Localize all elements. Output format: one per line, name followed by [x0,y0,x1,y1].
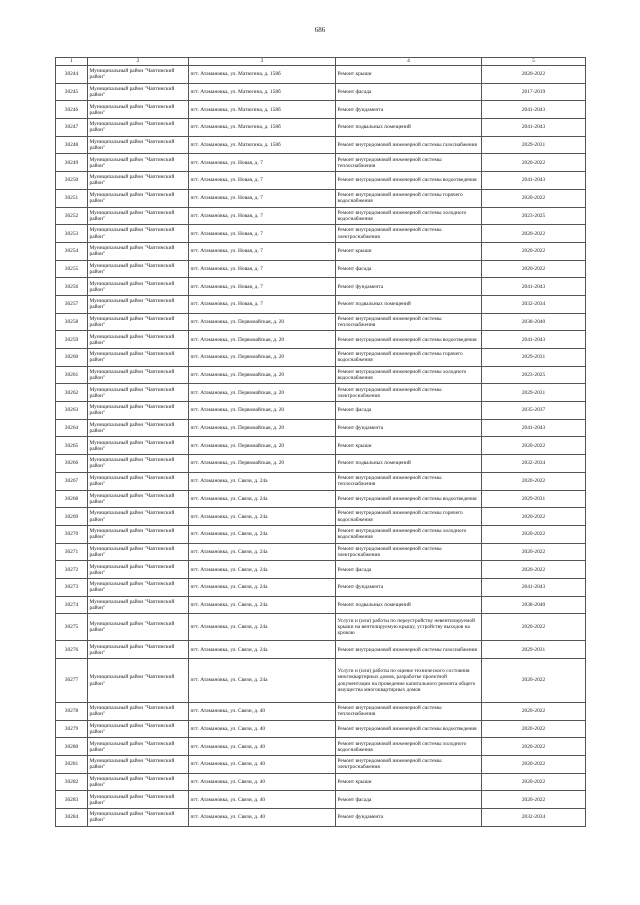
table-row [56,614,586,641]
period-cell: 2041-2043 [482,119,586,137]
record-id-cell: 30267 [56,472,88,490]
district-cell: Муниципальный район "Чаптинский район" [88,136,189,154]
district-cell: Муниципальный район "Чаптинский район" [88,313,189,331]
work-type-cell: Ремонт фундамента [336,419,482,437]
work-type-cell: Ремонт внутридомовой инженерной системы газоснабжения [336,641,482,659]
table-row [56,349,586,367]
record-id-cell: 30259 [56,331,88,349]
district-cell: Муниципальный район "Чаптинский район" [88,119,189,137]
period-cell: 2041-2043 [482,172,586,190]
district-cell: Муниципальный район "Чаптинский район" [88,278,189,296]
record-id-cell: 30272 [56,561,88,579]
address-cell: пгт. Атамановка, ул. Первомайская, д. 20 [189,331,336,349]
district-cell: Муниципальный район "Чаптинский район" [88,525,189,543]
address-cell: пгт. Атамановка, ул. Связи, д. 24а [189,508,336,526]
record-id-cell: 30252 [56,207,88,225]
column-header: 3 [189,58,336,66]
address-cell: пгт. Атамановка, ул. Связи, д. 40 [189,738,336,756]
period-cell: 2020-2022 [482,508,586,526]
table-row [56,561,586,579]
address-cell: пгт. Атамановка, ул. Новая, д. 7 [189,189,336,207]
address-cell: пгт. Атамановка, ул. Связи, д. 40 [189,756,336,774]
period-cell: 2020-2022 [482,756,586,774]
record-id-cell: 30277 [56,659,88,703]
work-type-cell: Ремонт внутридомовой инженерной системы холодного водоснабжения [336,366,482,384]
record-id-cell: 30276 [56,641,88,659]
address-cell: пгт. Атамановка, ул. Матюгина, д. 158б [189,101,336,119]
work-type-cell: Ремонт фундамента [336,809,482,827]
table-row [56,242,586,260]
record-id-cell: 30270 [56,525,88,543]
address-cell: пгт. Атамановка, ул. Первомайская, д. 20 [189,349,336,367]
district-cell: Муниципальный район "Чаптинский район" [88,189,189,207]
address-cell: пгт. Атамановка, ул. Связи, д. 24а [189,614,336,641]
period-cell: 2041-2043 [482,278,586,296]
work-type-cell: Ремонт фасада [336,402,482,420]
address-cell: пгт. Атамановка, ул. Первомайская, д. 20 [189,402,336,420]
address-cell: пгт. Атамановка, ул. Первомайская, д. 20 [189,437,336,455]
table-row [56,402,586,420]
district-cell: Муниципальный район "Чаптинский район" [88,809,189,827]
table-row [56,756,586,774]
work-type-cell: Ремонт фундамента [336,101,482,119]
address-cell: пгт. Атамановка, ул. Связи, д. 40 [189,703,336,721]
record-id-cell: 30249 [56,154,88,172]
address-cell: пгт. Атамановка, ул. Связи, д. 24а [189,472,336,490]
address-cell: пгт. Атамановка, ул. Матюгина, д. 158б [189,66,336,84]
work-type-cell: Ремонт фундамента [336,578,482,596]
record-id-cell: 30248 [56,136,88,154]
work-type-cell: Услуги и (или) работы по оценке технического состояния многоквартирных домов, разработке проектной документации на проведение капитального ремонта общего имущества многоквартирных домов [336,659,482,703]
address-cell: пгт. Атамановка, ул. Новая, д. 7 [189,207,336,225]
district-cell: Муниципальный район "Чаптинский район" [88,508,189,526]
district-cell: Муниципальный район "Чаптинский район" [88,366,189,384]
district-cell: Муниципальный район "Чаптинский район" [88,83,189,101]
record-id-cell: 30256 [56,278,88,296]
column-number-row [56,58,586,66]
work-type-cell: Ремонт фасада [336,260,482,278]
period-cell: 2041-2043 [482,578,586,596]
table-row [56,641,586,659]
period-cell: 2029-2031 [482,136,586,154]
period-cell: 2032-2034 [482,809,586,827]
record-id-cell: 30255 [56,260,88,278]
work-type-cell: Ремонт внутридомовой инженерной системы холодного водоснабжения [336,207,482,225]
district-cell: Муниципальный район "Чаптинский район" [88,543,189,561]
work-type-cell: Ремонт внутридомовой инженерной системы горячего водоснабжения [336,349,482,367]
period-cell: 2041-2043 [482,419,586,437]
period-cell: 2029-2031 [482,641,586,659]
address-cell: пгт. Атамановка, ул. Матюгина, д. 158б [189,136,336,154]
table-row [56,384,586,402]
record-id-cell: 30246 [56,101,88,119]
work-type-cell: Ремонт подвальных помещений [336,596,482,614]
district-cell: Муниципальный район "Чаптинский район" [88,242,189,260]
period-cell: 2020-2022 [482,614,586,641]
address-cell: пгт. Атамановка, ул. Новая, д. 7 [189,172,336,190]
district-cell: Муниципальный район "Чаптинский район" [88,455,189,473]
table-row [56,525,586,543]
work-type-cell: Ремонт подвальных помещений [336,119,482,137]
work-type-cell: Ремонт внутридомовой инженерной системы газоснабжения [336,136,482,154]
work-type-cell: Ремонт внутридомовой инженерной системы электроснабжения [336,756,482,774]
table-row [56,189,586,207]
address-cell: пгт. Атамановка, ул. Новая, д. 7 [189,260,336,278]
table-row [56,366,586,384]
address-cell: пгт. Атамановка, ул. Новая, д. 7 [189,225,336,243]
column-header: 2 [88,58,189,66]
table-row [56,791,586,809]
period-cell: 2029-2031 [482,349,586,367]
table-row [56,136,586,154]
district-cell: Муниципальный район "Чаптинский район" [88,614,189,641]
address-cell: пгт. Атамановка, ул. Связи, д. 24а [189,490,336,508]
work-type-cell: Ремонт внутридомовой инженерной системы теплоснабжения [336,154,482,172]
work-type-cell: Ремонт внутридомовой инженерной системы теплоснабжения [336,313,482,331]
district-cell: Муниципальный район "Чаптинский район" [88,66,189,84]
record-id-cell: 30251 [56,189,88,207]
work-type-cell: Ремонт внутридомовой инженерной системы электроснабжения [336,384,482,402]
table-row [56,83,586,101]
registry-table [55,57,586,827]
record-id-cell: 30261 [56,366,88,384]
record-id-cell: 30284 [56,809,88,827]
record-id-cell: 30247 [56,119,88,137]
table-row [56,720,586,738]
record-id-cell: 30265 [56,437,88,455]
period-cell: 2020-2022 [482,543,586,561]
district-cell: Муниципальный район "Чаптинский район" [88,738,189,756]
table-row [56,295,586,313]
record-id-cell: 30260 [56,349,88,367]
work-type-cell: Ремонт крыши [336,773,482,791]
period-cell: 2029-2031 [482,384,586,402]
record-id-cell: 30257 [56,295,88,313]
district-cell: Муниципальный район "Чаптинский район" [88,349,189,367]
address-cell: пгт. Атамановка, ул. Матюгина, д. 158б [189,83,336,101]
address-cell: пгт. Атамановка, ул. Связи, д. 24а [189,641,336,659]
column-header: 5 [482,58,586,66]
table-row [56,313,586,331]
work-type-cell: Услуги и (или) работы по переустройству невентилируемой крыши на вентилируемую крышу, устройству выходов на кровлю [336,614,482,641]
table-row [56,207,586,225]
table-row [56,659,586,703]
table-row [56,490,586,508]
period-cell: 2020-2022 [482,437,586,455]
address-cell: пгт. Атамановка, ул. Первомайская, д. 20 [189,384,336,402]
work-type-cell: Ремонт внутридомовой инженерной системы горячего водоснабжения [336,508,482,526]
address-cell: пгт. Атамановка, ул. Связи, д. 40 [189,809,336,827]
record-id-cell: 30245 [56,83,88,101]
record-id-cell: 30273 [56,578,88,596]
record-id-cell: 30275 [56,614,88,641]
table-row [56,455,586,473]
period-cell: 2020-2022 [482,472,586,490]
address-cell: пгт. Атамановка, ул. Связи, д. 24а [189,561,336,579]
work-type-cell: Ремонт внутридомовой инженерной системы теплоснабжения [336,472,482,490]
period-cell: 2020-2022 [482,561,586,579]
district-cell: Муниципальный район "Чаптинский район" [88,773,189,791]
period-cell: 2032-2034 [482,455,586,473]
table-row [56,437,586,455]
district-cell: Муниципальный район "Чаптинский район" [88,437,189,455]
district-cell: Муниципальный район "Чаптинский район" [88,207,189,225]
work-type-cell: Ремонт фасада [336,791,482,809]
table-row [56,419,586,437]
record-id-cell: 30269 [56,508,88,526]
district-cell: Муниципальный район "Чаптинский район" [88,472,189,490]
table-row [56,543,586,561]
period-cell: 2020-2022 [482,703,586,721]
work-type-cell: Ремонт внутридомовой инженерной системы водоотведения [336,720,482,738]
table-row [56,809,586,827]
district-cell: Муниципальный район "Чаптинский район" [88,756,189,774]
table-row [56,260,586,278]
table-row [56,738,586,756]
work-type-cell: Ремонт крыши [336,242,482,260]
district-cell: Муниципальный район "Чаптинский район" [88,101,189,119]
work-type-cell: Ремонт крыши [336,437,482,455]
address-cell: пгт. Атамановка, ул. Новая, д. 7 [189,278,336,296]
district-cell: Муниципальный район "Чаптинский район" [88,596,189,614]
table-row [56,703,586,721]
period-cell: 2020-2022 [482,773,586,791]
district-cell: Муниципальный район "Чаптинский район" [88,331,189,349]
period-cell: 2023-2025 [482,207,586,225]
address-cell: пгт. Атамановка, ул. Связи, д. 24а [189,525,336,543]
record-id-cell: 30283 [56,791,88,809]
district-cell: Муниципальный район "Чаптинский район" [88,641,189,659]
address-cell: пгт. Атамановка, ул. Первомайская, д. 20 [189,419,336,437]
period-cell: 2020-2022 [482,720,586,738]
work-type-cell: Ремонт крыши [336,66,482,84]
work-type-cell: Ремонт фасада [336,561,482,579]
record-id-cell: 30279 [56,720,88,738]
district-cell: Муниципальный район "Чаптинский район" [88,659,189,703]
district-cell: Муниципальный район "Чаптинский район" [88,703,189,721]
period-cell: 2017-2019 [482,83,586,101]
table-row [56,278,586,296]
table-row [56,508,586,526]
work-type-cell: Ремонт фундамента [336,278,482,296]
period-cell: 2020-2022 [482,242,586,260]
address-cell: пгт. Атамановка, ул. Связи, д. 40 [189,720,336,738]
district-cell: Муниципальный район "Чаптинский район" [88,295,189,313]
record-id-cell: 30254 [56,242,88,260]
address-cell: пгт. Атамановка, ул. Новая, д. 7 [189,154,336,172]
address-cell: пгт. Атамановка, ул. Первомайская, д. 20 [189,366,336,384]
record-id-cell: 30264 [56,419,88,437]
record-id-cell: 30244 [56,66,88,84]
record-id-cell: 30278 [56,703,88,721]
record-id-cell: 30274 [56,596,88,614]
table-row [56,472,586,490]
district-cell: Муниципальный район "Чаптинский район" [88,419,189,437]
table-row [56,154,586,172]
period-cell: 2041-2043 [482,331,586,349]
period-cell: 2020-2022 [482,659,586,703]
period-cell: 2020-2022 [482,189,586,207]
work-type-cell: Ремонт внутридомовой инженерной системы горячего водоснабжения [336,189,482,207]
period-cell: 2020-2022 [482,225,586,243]
record-id-cell: 30271 [56,543,88,561]
district-cell: Муниципальный район "Чаптинский район" [88,402,189,420]
district-cell: Муниципальный район "Чаптинский район" [88,490,189,508]
address-cell: пгт. Атамановка, ул. Связи, д. 24а [189,578,336,596]
address-cell: пгт. Атамановка, ул. Связи, д. 24а [189,659,336,703]
period-cell: 2020-2022 [482,791,586,809]
period-cell: 2041-2043 [482,101,586,119]
work-type-cell: Ремонт внутридомовой инженерной системы электроснабжения [336,225,482,243]
work-type-cell: Ремонт внутридомовой инженерной системы водоотведения [336,172,482,190]
address-cell: пгт. Атамановка, ул. Первомайская, д. 20 [189,313,336,331]
table-row [56,596,586,614]
record-id-cell: 30258 [56,313,88,331]
work-type-cell: Ремонт подвальных помещений [336,455,482,473]
district-cell: Муниципальный район "Чаптинский район" [88,154,189,172]
period-cell: 2020-2022 [482,525,586,543]
period-cell: 2023-2025 [482,366,586,384]
district-cell: Муниципальный район "Чаптинский район" [88,578,189,596]
page-number: 686 [314,26,326,34]
record-id-cell: 30250 [56,172,88,190]
table-row [56,66,586,84]
district-cell: Муниципальный район "Чаптинский район" [88,172,189,190]
record-id-cell: 30266 [56,455,88,473]
table-body [56,66,586,827]
period-cell: 2038-2040 [482,313,586,331]
address-cell: пгт. Атамановка, ул. Новая, д. 7 [189,242,336,260]
table-row [56,773,586,791]
record-id-cell: 30282 [56,773,88,791]
period-cell: 2038-2040 [482,596,586,614]
work-type-cell: Ремонт внутридомовой инженерной системы электроснабжения [336,543,482,561]
record-id-cell: 30253 [56,225,88,243]
work-type-cell: Ремонт подвальных помещений [336,295,482,313]
table-row [56,578,586,596]
district-cell: Муниципальный район "Чаптинский район" [88,791,189,809]
record-id-cell: 30280 [56,738,88,756]
district-cell: Муниципальный район "Чаптинский район" [88,260,189,278]
column-header: 1 [56,58,88,66]
table-row [56,101,586,119]
work-type-cell: Ремонт внутридомовой инженерной системы водоотведения [336,490,482,508]
district-cell: Муниципальный район "Чаптинский район" [88,720,189,738]
table-row [56,331,586,349]
work-type-cell: Ремонт внутридомовой инженерной системы холодного водоснабжения [336,525,482,543]
table-row [56,119,586,137]
column-header: 4 [336,58,482,66]
period-cell: 2020-2022 [482,738,586,756]
period-cell: 2020-2022 [482,154,586,172]
address-cell: пгт. Атамановка, ул. Матюгина, д. 158б [189,119,336,137]
period-cell: 2035-2037 [482,402,586,420]
record-id-cell: 30263 [56,402,88,420]
address-cell: пгт. Атамановка, ул. Связи, д. 24а [189,543,336,561]
work-type-cell: Ремонт внутридомовой инженерной системы теплоснабжения [336,703,482,721]
table-row [56,225,586,243]
district-cell: Муниципальный район "Чаптинский район" [88,384,189,402]
work-type-cell: Ремонт внутридомовой инженерной системы холодного водоснабжения [336,738,482,756]
work-type-cell: Ремонт фасада [336,83,482,101]
address-cell: пгт. Атамановка, ул. Первомайская, д. 20 [189,455,336,473]
address-cell: пгт. Атамановка, ул. Связи, д. 24а [189,596,336,614]
address-cell: пгт. Атамановка, ул. Новая, д. 7 [189,295,336,313]
period-cell: 2029-2031 [482,490,586,508]
period-cell: 2020-2022 [482,66,586,84]
address-cell: пгт. Атамановка, ул. Связи, д. 40 [189,773,336,791]
period-cell: 2032-2034 [482,295,586,313]
table-row [56,172,586,190]
address-cell: пгт. Атамановка, ул. Связи, д. 40 [189,791,336,809]
district-cell: Муниципальный район "Чаптинский район" [88,561,189,579]
record-id-cell: 30268 [56,490,88,508]
record-id-cell: 30281 [56,756,88,774]
record-id-cell: 30262 [56,384,88,402]
work-type-cell: Ремонт внутридомовой инженерной системы водоотведения [336,331,482,349]
period-cell: 2020-2022 [482,260,586,278]
district-cell: Муниципальный район "Чаптинский район" [88,225,189,243]
